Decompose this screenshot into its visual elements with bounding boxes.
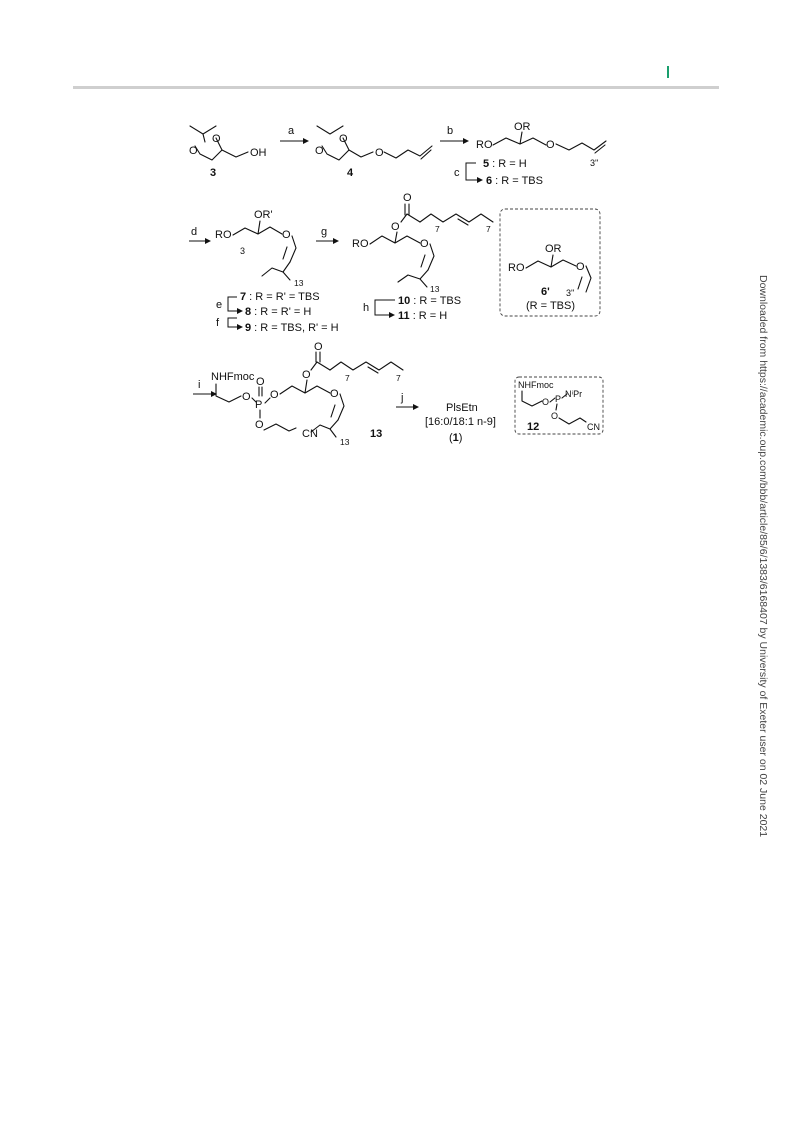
atom-or: OR <box>514 121 531 133</box>
atom-cn: CN <box>587 422 600 432</box>
reagent-e: e <box>216 299 223 311</box>
reagent-c: c <box>454 167 460 179</box>
subscript-13: 13 <box>340 437 350 447</box>
compound-label-6p: 6' <box>541 286 550 298</box>
compound-6-def: 6 : R = TBS <box>486 175 543 187</box>
compound-7-def: 7 : R = R' = TBS <box>240 291 320 303</box>
atom-o: O <box>551 411 559 421</box>
atom-cn: CN <box>302 428 318 440</box>
position-3pp: 3'' <box>566 288 575 298</box>
atom-o: O <box>330 388 339 400</box>
subscript-7: 7 <box>345 373 350 383</box>
compound-label-13: 13 <box>370 428 383 440</box>
atom-nhfmoc: NHFmoc <box>211 371 255 383</box>
compound-6p-def: (R = TBS) <box>526 300 576 312</box>
reagent-a: a <box>288 125 295 137</box>
structure-10 <box>352 192 493 294</box>
structure-6p-box <box>500 209 600 316</box>
step-b <box>440 125 469 144</box>
atom-ro: RO <box>352 238 369 250</box>
atom-o: O <box>420 238 429 250</box>
step-c <box>454 163 483 183</box>
subscript-13: 13 <box>430 284 440 294</box>
atom-o: O <box>189 145 198 157</box>
atom-ro: RO <box>476 139 493 151</box>
compound-11-def: 11 : R = H <box>398 310 448 322</box>
reagent-b: b <box>447 125 454 137</box>
reagent-i: i <box>198 379 201 391</box>
atom-o: O <box>339 133 348 145</box>
download-notice: Downloaded from https://academic.oup.com/bbb/article/85/6/1383/6168407 by University of Exeter user on 02 June 2021 <box>757 275 769 838</box>
atom-p: P <box>255 399 263 411</box>
step-d <box>189 226 211 244</box>
atom-oh: OH <box>250 147 267 159</box>
atom-o: O <box>546 139 555 151</box>
product-name: PlsEtn <box>446 402 478 414</box>
compound-10-def: 10 : R = TBS <box>398 295 462 307</box>
step-g <box>316 226 339 244</box>
position-3pp: 3'' <box>590 158 599 168</box>
structure-4 <box>315 126 432 179</box>
subscript-13: 13 <box>294 278 304 288</box>
atom-ro: RO <box>508 262 525 274</box>
structure-12-box <box>515 377 603 434</box>
atom-o: O <box>391 221 400 233</box>
compound-9-def: 9 : R = TBS, R' = H <box>245 322 339 334</box>
atom-nipr: NⁱPr <box>565 389 583 399</box>
compound-label-3: 3 <box>210 167 217 179</box>
subscript-7: 7 <box>396 373 401 383</box>
structure-7 <box>215 209 304 288</box>
atom-o: O <box>302 369 311 381</box>
atom-o: O <box>270 389 279 401</box>
subscript-7: 7 <box>486 224 491 234</box>
atom-orp: OR' <box>254 209 273 221</box>
structure-13 <box>211 341 403 447</box>
compound-label-12: 12 <box>527 421 540 433</box>
atom-o: O <box>255 419 264 431</box>
atom-or: OR <box>545 243 562 255</box>
subscript-7: 7 <box>435 224 440 234</box>
reagent-h: h <box>363 302 370 314</box>
reagent-j: j <box>401 392 404 404</box>
atom-o: O <box>314 341 323 353</box>
atom-o: O <box>576 261 585 273</box>
reagent-f: f <box>216 317 220 329</box>
atom-o: O <box>256 376 265 388</box>
compound-8-def: 8 : R = R' = H <box>245 306 312 318</box>
compound-5-def: 5 : R = H <box>483 158 527 170</box>
atom-o: O <box>542 397 550 407</box>
position-3: 3 <box>240 246 246 256</box>
atom-o: O <box>212 133 221 145</box>
atom-o: O <box>375 147 384 159</box>
step-f <box>216 317 243 330</box>
atom-o: O <box>403 192 412 204</box>
step-j <box>396 392 419 410</box>
atom-o: O <box>315 145 324 157</box>
step-h <box>363 300 395 318</box>
product-chain: [16:0/18:1 n-9] <box>425 416 496 428</box>
step-a <box>280 125 309 144</box>
step-e <box>216 297 243 314</box>
atom-nhfmoc: NHFmoc <box>518 380 554 390</box>
atom-ro: RO <box>215 229 232 241</box>
atom-p: P <box>555 394 562 404</box>
reagent-d: d <box>191 226 198 238</box>
compound-label-4: 4 <box>347 167 354 179</box>
reagent-g: g <box>321 226 328 238</box>
atom-o: O <box>242 391 251 403</box>
product-1 <box>425 402 496 444</box>
structure-3 <box>189 126 267 179</box>
product-number: (1) <box>449 432 463 444</box>
atom-o: O <box>282 229 291 241</box>
